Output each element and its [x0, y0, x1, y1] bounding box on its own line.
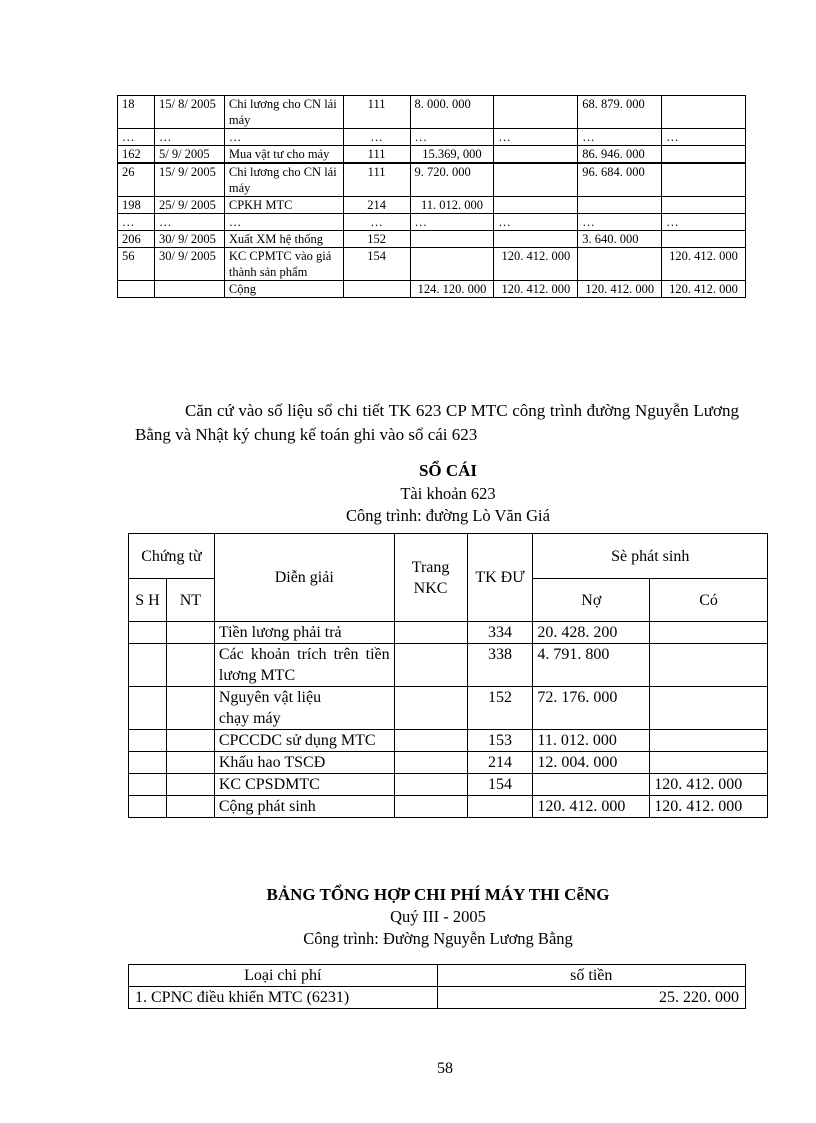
total-label: Cộng	[224, 281, 343, 298]
entry-account: …	[343, 214, 410, 231]
ledger-title: SỔ CÁI	[418, 461, 478, 480]
entry-date: 15/ 8/ 2005	[154, 96, 224, 129]
entry-cum-debit: 96. 684. 000	[578, 163, 662, 197]
entry-debit: 8. 000. 000	[410, 96, 494, 129]
cell-sh	[129, 774, 167, 796]
entry-cum-debit	[578, 197, 662, 214]
entry-cum-debit: …	[578, 129, 662, 146]
page-number: 58	[437, 1060, 453, 1077]
header-tk-du: TK ĐƯ	[467, 534, 533, 622]
total-cum-debit: 120. 412. 000	[578, 281, 662, 298]
entry-number	[118, 281, 155, 298]
cell-co	[650, 752, 768, 774]
cell-no: 11. 012. 000	[533, 730, 650, 752]
cell-trang-nkc	[394, 752, 467, 774]
table-row	[129, 687, 768, 730]
entry-debit: 9. 720. 000	[410, 163, 494, 197]
header-no: Nợ	[533, 579, 650, 622]
entry-number: 26	[118, 163, 155, 197]
cost-summary-table	[128, 964, 746, 1009]
table-row	[118, 163, 746, 197]
entry-description: Mua vật tư cho máy	[224, 146, 343, 164]
cell-trang-nkc	[394, 644, 467, 687]
cell-tk-du: 153	[467, 730, 533, 752]
ledger-project: Công trình: đường Lò Văn Giá	[346, 506, 550, 525]
table-row	[118, 231, 746, 248]
ledger-detail-table	[117, 95, 746, 298]
entry-cum-credit	[662, 197, 746, 214]
cell-tk-du	[467, 796, 533, 818]
summary-title: BẢNG TỔNG HỢP CHI PHÍ MÁY THI CễNG	[266, 885, 610, 904]
entry-account: 214	[343, 197, 410, 214]
cell-dien-giai: KC CPSDMTC	[214, 774, 394, 796]
entry-debit	[410, 248, 494, 281]
cell-sh	[129, 730, 167, 752]
cell-nt	[166, 622, 214, 644]
entry-debit	[410, 231, 494, 248]
ledger-account: Tài khoản 623	[400, 484, 496, 503]
entry-account: …	[343, 129, 410, 146]
table-header-row	[129, 534, 768, 579]
entry-account: 152	[343, 231, 410, 248]
entry-description: KC CPMTC vào giá thành sản phẩm	[224, 248, 343, 281]
table-row	[118, 96, 746, 129]
entry-description: CPKH MTC	[224, 197, 343, 214]
cell-no: 12. 004. 000	[533, 752, 650, 774]
entry-date: …	[154, 214, 224, 231]
header-dien-giai: Diễn giải	[214, 534, 394, 622]
entry-account: 111	[343, 146, 410, 164]
header-nt: NT	[166, 579, 214, 622]
table-row	[129, 752, 768, 774]
cell-cost-type: 1. CPNC điều khiển MTC (6231)	[129, 987, 438, 1009]
entry-description: …	[224, 129, 343, 146]
cell-nt	[166, 644, 214, 687]
entry-credit	[494, 96, 578, 129]
cell-co	[650, 687, 768, 730]
cell-co	[650, 644, 768, 687]
entry-number: 206	[118, 231, 155, 248]
table-row	[118, 129, 746, 146]
entry-cum-debit: 86. 946. 000	[578, 146, 662, 164]
table-row	[129, 622, 768, 644]
entry-description: …	[224, 214, 343, 231]
header-co: Có	[650, 579, 768, 622]
table-row	[129, 987, 746, 1009]
entry-description: Xuất XM hệ thống	[224, 231, 343, 248]
entry-number: …	[118, 129, 155, 146]
entry-credit: 120. 412. 000	[494, 248, 578, 281]
entry-cum-credit	[662, 146, 746, 164]
cell-dien-giai: Tiền lương phải trả	[214, 622, 394, 644]
cell-sh	[129, 752, 167, 774]
entry-debit: …	[410, 214, 494, 231]
table-header-row	[129, 965, 746, 987]
cell-tk-du: 152	[467, 687, 533, 730]
entry-date: 5/ 9/ 2005	[154, 146, 224, 164]
entry-date: …	[154, 129, 224, 146]
entry-cum-credit: …	[662, 214, 746, 231]
entry-cum-debit: …	[578, 214, 662, 231]
entry-credit	[494, 197, 578, 214]
entry-number: 18	[118, 96, 155, 129]
entry-description: Chi lương cho CN lái máy	[224, 163, 343, 197]
cell-co	[650, 730, 768, 752]
total-credit: 120. 412. 000	[494, 281, 578, 298]
entry-cum-credit	[662, 96, 746, 129]
intro-paragraph: Căn cứ vào số liệu sổ chi tiết TK 623 CP MTC công trình đường Nguyễn Lương Bằng và Nhật ký chung kế toán ghi vào sổ cái 623	[135, 401, 739, 444]
entry-credit: …	[494, 214, 578, 231]
entry-account: 111	[343, 96, 410, 129]
cell-sh	[129, 622, 167, 644]
entry-debit: …	[410, 129, 494, 146]
table-total-row	[118, 281, 746, 298]
cell-amount: 25. 220. 000	[437, 987, 746, 1009]
cell-sh	[129, 644, 167, 687]
header-chung-tu: Chứng từ	[129, 534, 215, 579]
entry-account: 154	[343, 248, 410, 281]
cell-no	[533, 774, 650, 796]
table-row	[129, 644, 768, 687]
cell-trang-nkc	[394, 774, 467, 796]
cell-trang-nkc	[394, 687, 467, 730]
cell-nt	[166, 796, 214, 818]
entry-cum-debit: 3. 640. 000	[578, 231, 662, 248]
total-co: 120. 412. 000	[650, 796, 768, 818]
table-row	[118, 214, 746, 231]
entry-date	[154, 281, 224, 298]
entry-account	[343, 281, 410, 298]
cell-tk-du: 154	[467, 774, 533, 796]
table-row	[118, 248, 746, 281]
table-row	[118, 146, 746, 164]
total-no: 120. 412. 000	[533, 796, 650, 818]
cell-tk-du: 214	[467, 752, 533, 774]
cell-nt	[166, 687, 214, 730]
cell-dien-giai: CPCCDC sử dụng MTC	[214, 730, 394, 752]
general-ledger-table	[128, 533, 768, 818]
entry-credit: …	[494, 129, 578, 146]
cell-sh	[129, 796, 167, 818]
cell-co: 120. 412. 000	[650, 774, 768, 796]
entry-date: 30/ 9/ 2005	[154, 248, 224, 281]
cell-tk-du: 338	[467, 644, 533, 687]
cell-dien-giai: Khấu hao TSCĐ	[214, 752, 394, 774]
cell-sh	[129, 687, 167, 730]
entry-cum-debit: 68. 879. 000	[578, 96, 662, 129]
summary-quarter: Quý III - 2005	[390, 907, 486, 926]
total-label: Cộng phát sinh	[214, 796, 394, 818]
entry-credit	[494, 231, 578, 248]
cell-no: 72. 176. 000	[533, 687, 650, 730]
cell-trang-nkc	[394, 796, 467, 818]
cell-trang-nkc	[394, 622, 467, 644]
cell-no: 20. 428. 200	[533, 622, 650, 644]
header-amount: số tiền	[437, 965, 746, 987]
entry-cum-credit	[662, 231, 746, 248]
table-row	[118, 197, 746, 214]
entry-cum-credit: …	[662, 129, 746, 146]
entry-number: 162	[118, 146, 155, 164]
entry-date: 30/ 9/ 2005	[154, 231, 224, 248]
total-cum-credit: 120. 412. 000	[662, 281, 746, 298]
entry-debit: 11. 012. 000	[410, 197, 494, 214]
summary-project: Công trình: Đường Nguyễn Lương Bằng	[303, 929, 573, 948]
entry-credit	[494, 163, 578, 197]
cell-nt	[166, 774, 214, 796]
total-debit: 124. 120. 000	[410, 281, 494, 298]
cell-dien-giai: Các khoản trích trên tiền lương MTC	[214, 644, 394, 687]
entry-number: …	[118, 214, 155, 231]
table-row	[129, 774, 768, 796]
header-cost-type: Loại chi phí	[129, 965, 438, 987]
table-row	[129, 730, 768, 752]
entry-number: 198	[118, 197, 155, 214]
cell-nt	[166, 752, 214, 774]
entry-number: 56	[118, 248, 155, 281]
header-trang-nkc: Trang NKC	[394, 534, 467, 622]
entry-date: 25/ 9/ 2005	[154, 197, 224, 214]
cell-co	[650, 622, 768, 644]
header-so-phat-sinh: Sè phát sinh	[533, 534, 768, 579]
entry-account: 111	[343, 163, 410, 197]
table-total-row	[129, 796, 768, 818]
cell-tk-du: 334	[467, 622, 533, 644]
entry-credit	[494, 146, 578, 164]
cell-dien-giai: Nguyên vật liệu chạy máy	[214, 687, 394, 730]
cell-trang-nkc	[394, 730, 467, 752]
entry-description: Chi lương cho CN lái máy	[224, 96, 343, 129]
entry-cum-debit	[578, 248, 662, 281]
entry-debit: 15.369, 000	[410, 146, 494, 164]
entry-cum-credit	[662, 163, 746, 197]
header-sh: S H	[129, 579, 167, 622]
entry-cum-credit: 120. 412. 000	[662, 248, 746, 281]
entry-date: 15/ 9/ 2005	[154, 163, 224, 197]
cell-no: 4. 791. 800	[533, 644, 650, 687]
cell-nt	[166, 730, 214, 752]
